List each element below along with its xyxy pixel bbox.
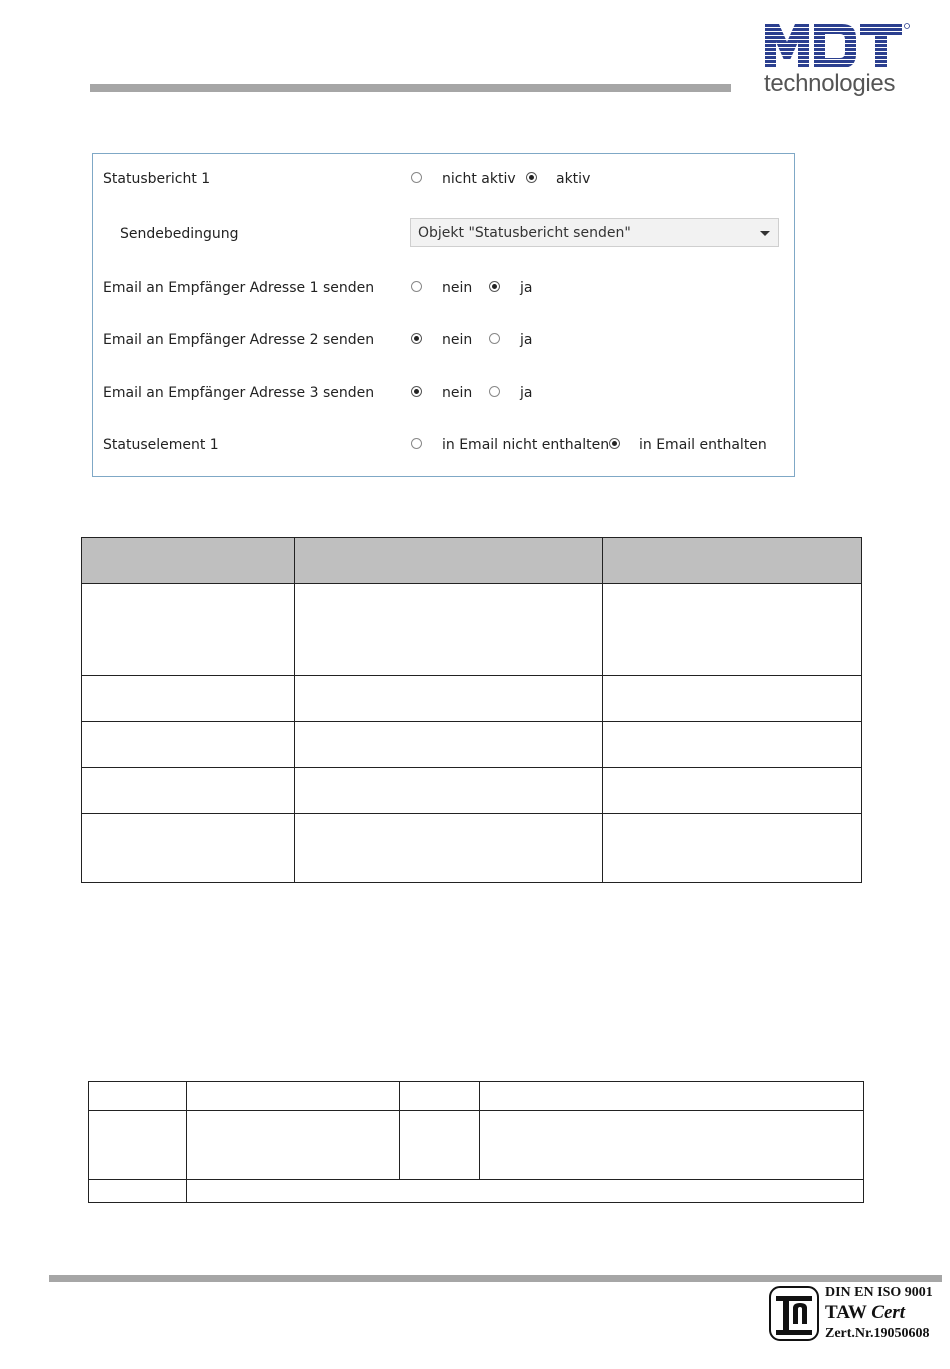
cert-number: Zert.Nr.19050608 bbox=[825, 1326, 930, 1341]
object-table bbox=[88, 1081, 864, 1203]
radio-nicht-enthalten[interactable] bbox=[411, 438, 422, 449]
table-cell bbox=[400, 1111, 480, 1180]
param-row-adresse-2 bbox=[93, 332, 794, 352]
table-cell bbox=[187, 1111, 400, 1180]
option-label: nicht aktiv bbox=[442, 171, 516, 187]
radio-nicht-aktiv[interactable] bbox=[411, 172, 422, 183]
taw-cert-seal bbox=[769, 1286, 819, 1341]
radio-enthalten[interactable] bbox=[609, 438, 620, 449]
option-label: nein bbox=[442, 280, 473, 296]
param-row-statusbericht bbox=[93, 171, 794, 191]
cert-cert: Cert bbox=[871, 1302, 906, 1323]
table-cell bbox=[295, 722, 603, 768]
option-label: aktiv bbox=[556, 171, 591, 187]
table-header-cell bbox=[400, 1082, 480, 1111]
table-cell bbox=[187, 1180, 864, 1203]
option-label: ja bbox=[520, 332, 533, 348]
table-cell bbox=[603, 676, 862, 722]
table-cell bbox=[603, 768, 862, 814]
radio-nein[interactable] bbox=[411, 281, 422, 292]
option-label: in Email nicht enthalten bbox=[442, 437, 610, 453]
table-cell bbox=[82, 722, 295, 768]
radio-ja[interactable] bbox=[489, 281, 500, 292]
param-row-adresse-1 bbox=[93, 280, 794, 300]
table-row bbox=[82, 676, 862, 722]
table-cell bbox=[603, 722, 862, 768]
table-cell bbox=[295, 584, 603, 676]
table-cell bbox=[295, 676, 603, 722]
table-header-cell bbox=[187, 1082, 400, 1111]
table-cell bbox=[89, 1111, 187, 1180]
table-row bbox=[82, 814, 862, 883]
dropdown-value: Objekt "Statusbericht senden" bbox=[418, 225, 631, 241]
table-header-row bbox=[89, 1082, 864, 1111]
table-row bbox=[89, 1180, 864, 1203]
table-row bbox=[89, 1111, 864, 1180]
sendebedingung-dropdown[interactable] bbox=[410, 218, 779, 247]
table-cell bbox=[603, 584, 862, 676]
radio-nein[interactable] bbox=[411, 333, 422, 344]
param-label: Email an Empfänger Adresse 1 senden bbox=[103, 280, 375, 296]
radio-aktiv[interactable] bbox=[526, 172, 537, 183]
table-header-cell bbox=[603, 538, 862, 584]
table-header-cell bbox=[82, 538, 295, 584]
chevron-down-icon bbox=[760, 231, 770, 236]
option-label: nein bbox=[442, 332, 473, 348]
table-cell bbox=[82, 768, 295, 814]
param-label: Statusbericht 1 bbox=[103, 171, 211, 187]
table-row bbox=[82, 722, 862, 768]
option-label: ja bbox=[520, 385, 533, 401]
table-header-cell bbox=[89, 1082, 187, 1111]
table-header-row bbox=[82, 538, 862, 584]
param-row-statuselement bbox=[93, 437, 794, 457]
header-rule bbox=[90, 84, 731, 92]
param-label: Email an Empfänger Adresse 2 senden bbox=[103, 332, 375, 348]
cert-taw: TAW bbox=[825, 1302, 867, 1323]
param-label: Email an Empfänger Adresse 3 senden bbox=[103, 385, 375, 401]
table-header-cell bbox=[295, 538, 603, 584]
option-label: ja bbox=[520, 280, 533, 296]
table-header-cell bbox=[480, 1082, 864, 1111]
cert-iso-text: DIN EN ISO 9001 bbox=[825, 1285, 933, 1300]
option-label: in Email enthalten bbox=[639, 437, 767, 453]
table-row bbox=[82, 584, 862, 676]
parameter-table bbox=[81, 537, 862, 883]
table-cell bbox=[603, 814, 862, 883]
table-cell bbox=[480, 1111, 864, 1180]
radio-ja[interactable] bbox=[489, 386, 500, 397]
parameter-panel bbox=[92, 153, 795, 477]
footer-rule bbox=[49, 1275, 942, 1282]
logo-subtitle: technologies bbox=[764, 70, 896, 97]
cert-taw-line bbox=[825, 1302, 905, 1324]
table-cell bbox=[295, 768, 603, 814]
table-cell bbox=[82, 676, 295, 722]
option-label: nein bbox=[442, 385, 473, 401]
radio-nein[interactable] bbox=[411, 386, 422, 397]
param-label: Sendebedingung bbox=[120, 226, 239, 242]
table-cell bbox=[295, 814, 603, 883]
table-cell bbox=[82, 814, 295, 883]
radio-ja[interactable] bbox=[489, 333, 500, 344]
param-label: Statuselement 1 bbox=[103, 437, 219, 453]
table-cell bbox=[82, 584, 295, 676]
table-row bbox=[82, 768, 862, 814]
table-cell bbox=[89, 1180, 187, 1203]
param-row-adresse-3 bbox=[93, 385, 794, 405]
